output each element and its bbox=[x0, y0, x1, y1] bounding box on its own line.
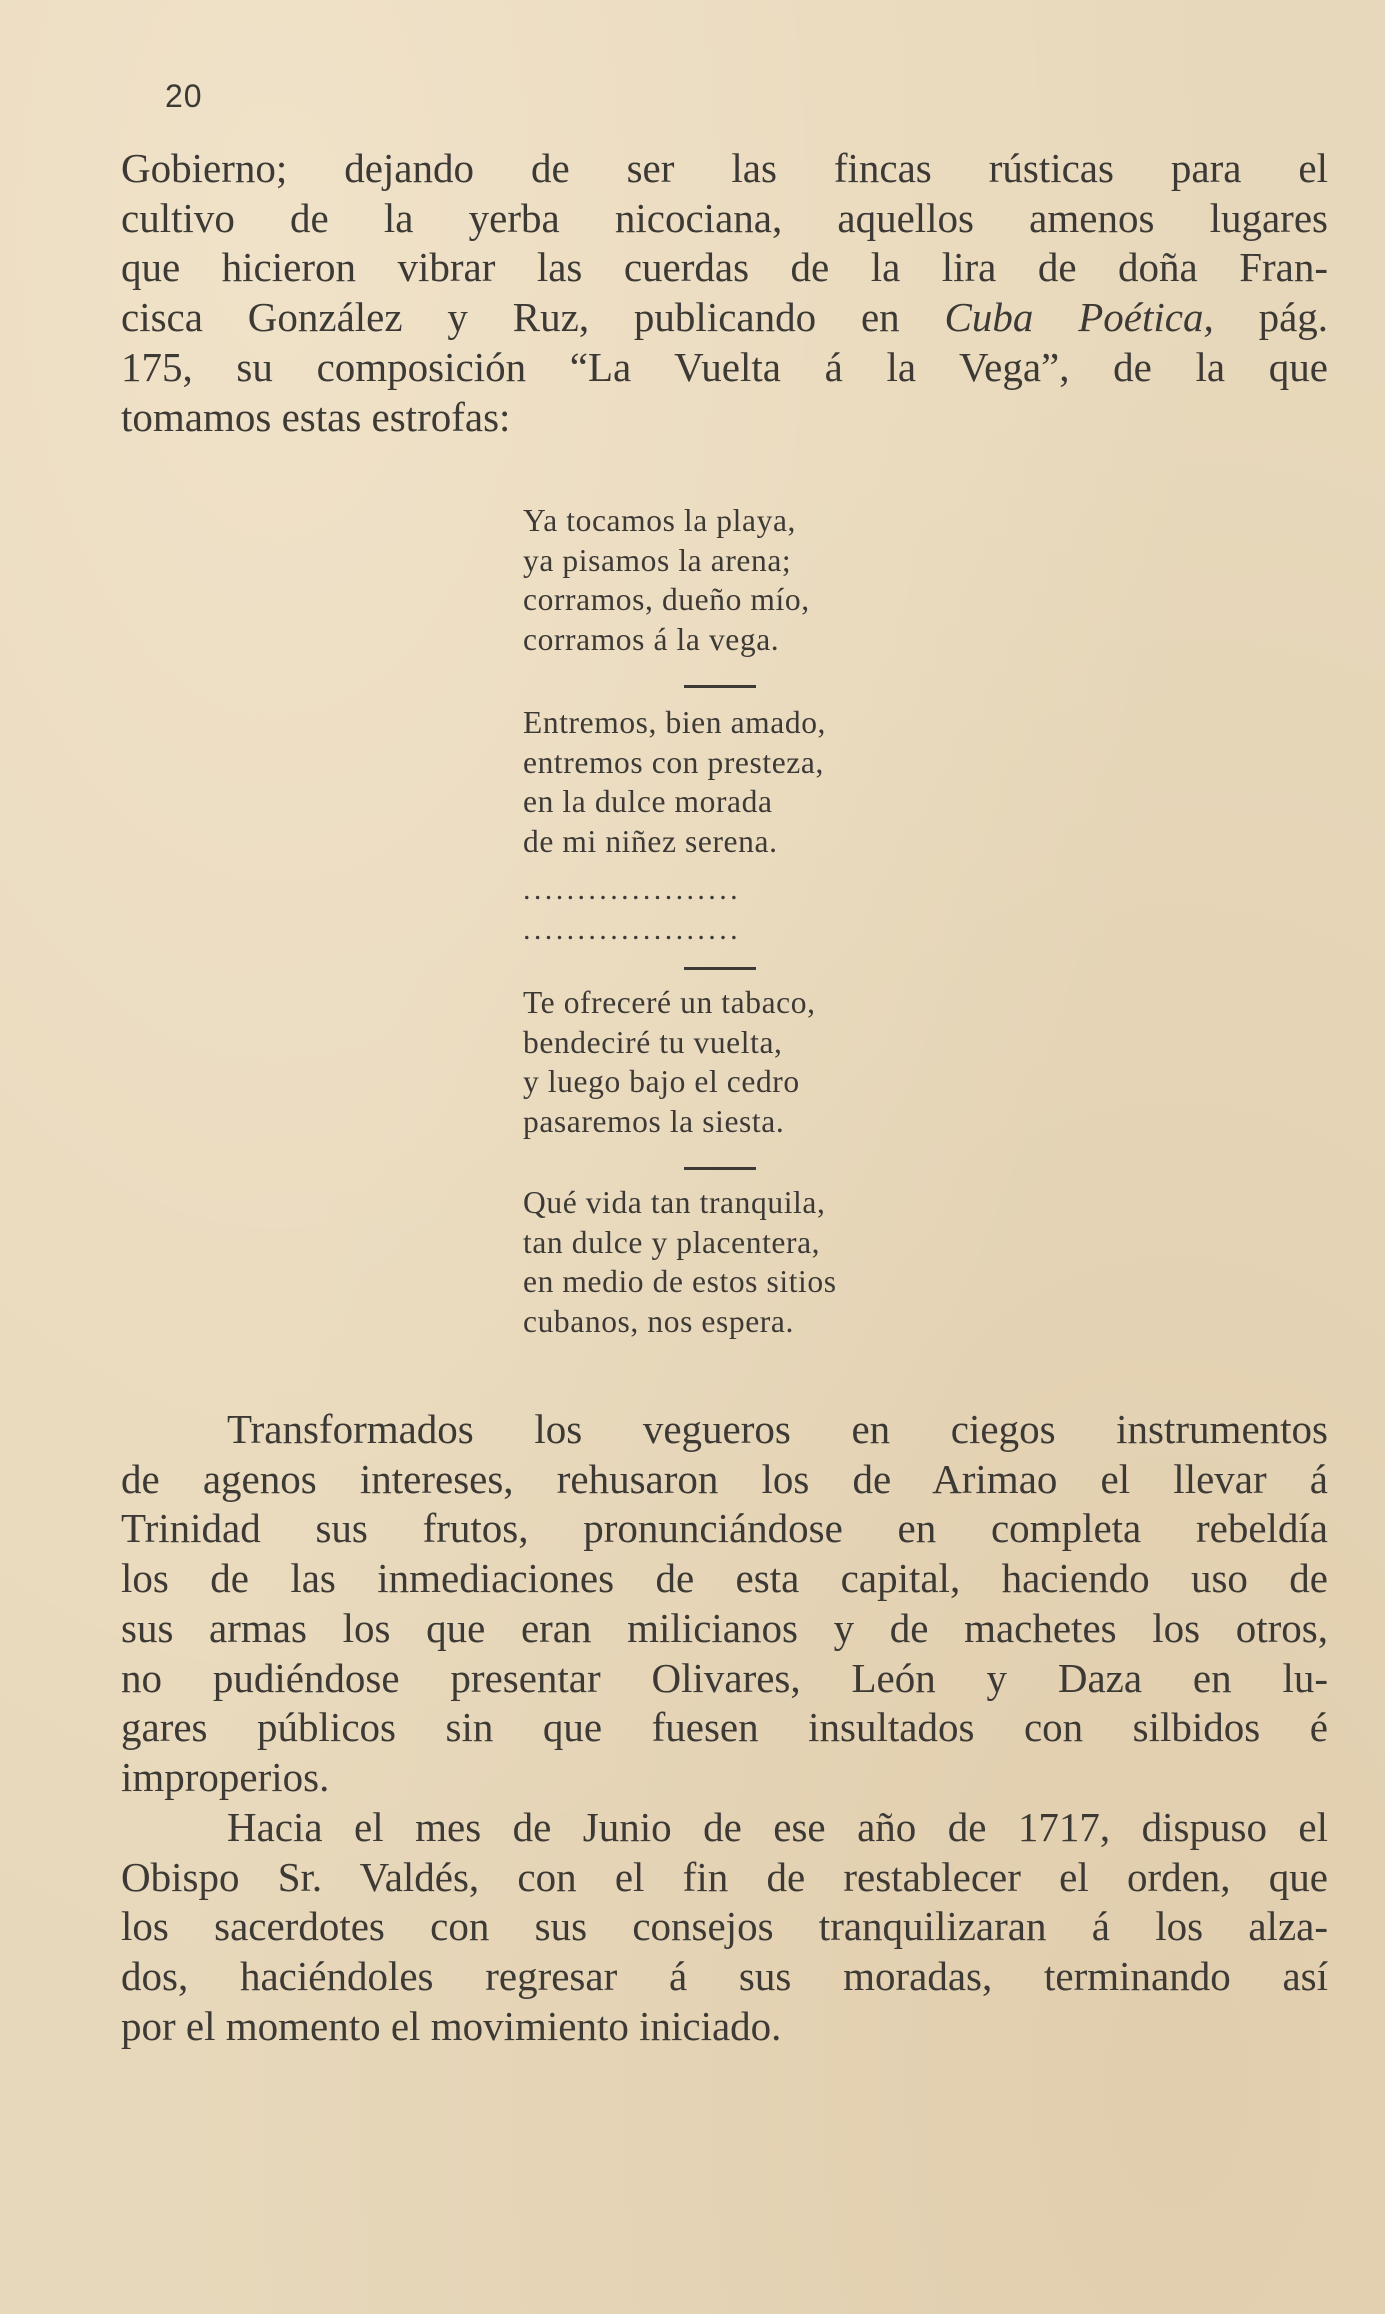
verse-line: cubanos, nos espera. bbox=[523, 1303, 794, 1339]
intro-paragraph bbox=[121, 144, 1328, 442]
verse-line: Te ofreceré un tabaco, bbox=[523, 985, 816, 1020]
verse-line: Ya tocamos la playa, bbox=[523, 503, 796, 538]
body-paragraph bbox=[121, 1405, 1328, 1803]
page-number: 20 bbox=[165, 78, 203, 114]
poem-stanza bbox=[523, 1183, 943, 1341]
text-line: Trinidad sus frutos, pronunciándose en completa rebeldía bbox=[121, 1505, 1328, 1552]
text-line: sus armas los que eran milicianos y de machetes los otros, bbox=[121, 1604, 1328, 1651]
verse-line: y luego bajo el cedro bbox=[523, 1064, 800, 1099]
verse-line: de mi niñez serena. bbox=[523, 823, 778, 859]
verse-line: bendeciré tu vuelta, bbox=[523, 1024, 783, 1060]
ellipsis-line: .................... bbox=[523, 913, 741, 946]
text-line: de agenos intereses, rehusaron los de Arimao el llevar á bbox=[121, 1455, 1328, 1502]
text-line: improperios. bbox=[121, 1753, 330, 1800]
text-line bbox=[121, 293, 1328, 343]
verse-line: entremos con presteza, bbox=[523, 744, 824, 780]
text-line: los de las inmediaciones de esta capital, haciendo uso de bbox=[121, 1555, 1328, 1602]
book-title: Cuba Poética, bbox=[944, 294, 1214, 341]
text-line: dos, haciéndoles regresar á sus moradas, terminando así bbox=[121, 1953, 1328, 2000]
text-line: Transformados los vegueros en ciegos instrumentos bbox=[227, 1406, 1328, 1452]
poem-stanza bbox=[523, 983, 943, 1141]
verse-line: en medio de estos sitios bbox=[523, 1264, 837, 1299]
text-line: los sacerdotes con sus consejos tranquilizaran á los alza- bbox=[121, 1903, 1328, 1950]
text-line: tomamos estas estrofas: bbox=[121, 393, 511, 440]
text-line: no pudiéndose presentar Olivares, León y Daza en lu- bbox=[121, 1654, 1328, 1701]
verse-line: en la dulce morada bbox=[523, 784, 773, 819]
body-paragraph bbox=[121, 1803, 1328, 2052]
verse-line: corramos, dueño mío, bbox=[523, 582, 810, 617]
verse-line: corramos á la vega. bbox=[523, 621, 780, 657]
stanza-divider bbox=[684, 685, 756, 688]
text-line: cultivo de la yerba nicociana, aquellos amenos lugares bbox=[121, 194, 1328, 241]
stanza-divider bbox=[684, 967, 756, 970]
stanza-divider bbox=[684, 1167, 756, 1170]
text-line: 175, su composición “La Vuelta á la Vega”, de la que bbox=[121, 343, 1328, 390]
verse-line: pasaremos la siesta. bbox=[523, 1103, 785, 1139]
text-line: Hacia el mes de Junio de ese año de 1717, dispuso el bbox=[227, 1804, 1328, 1850]
text-line: por el momento el movimiento iniciado. bbox=[121, 2002, 782, 2049]
text-segment: cisca González y Ruz, publicando en bbox=[121, 294, 900, 341]
poem-stanza bbox=[523, 703, 943, 861]
text-line: que hicieron vibrar las cuerdas de la lira de doña Fran- bbox=[121, 244, 1328, 291]
text-line: Obispo Sr. Valdés, con el fin de restablecer el orden, que bbox=[121, 1853, 1328, 1900]
ellipsis-line: .................... bbox=[523, 873, 741, 906]
verse-line: tan dulce y placentera, bbox=[523, 1224, 821, 1260]
verse-line: ya pisamos la arena; bbox=[523, 542, 792, 578]
verse-line: Entremos, bien amado, bbox=[523, 705, 827, 740]
poem-stanza bbox=[523, 501, 943, 659]
text-line: Gobierno; dejando de ser las fincas rústicas para el bbox=[121, 145, 1328, 191]
text-line: gares públicos sin que fuesen insultados con silbidos é bbox=[121, 1704, 1328, 1751]
verse-line: Qué vida tan tranquila, bbox=[523, 1185, 826, 1220]
page-reference: pág. bbox=[1258, 294, 1329, 341]
